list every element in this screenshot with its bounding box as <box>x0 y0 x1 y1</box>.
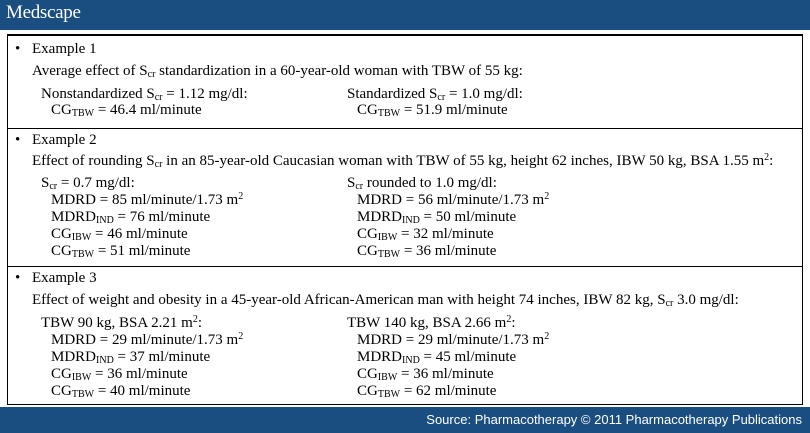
right-condition: Standardized $S_{cr} = 1.0$ mg/dl: <box>347 86 523 103</box>
example-3 <box>8 266 802 406</box>
left-condition: Nonstandardized $S_{cr} = 1.12$ mg/dl: <box>41 86 248 103</box>
example-2 <box>8 128 802 267</box>
left-condition: $S_{cr} = 0.7$ mg/dl: <box>41 175 135 192</box>
left-mdrd-ind: $MDRD_{IND} = 37$ ml/minute <box>51 349 211 366</box>
right-mdrd: MDRD = 29 ml/minute/1.73 $m^2$ <box>357 331 550 348</box>
right-mdrd-ind: $MDRD_{IND} = 50$ ml/minute <box>357 209 517 226</box>
example-description: Effect of rounding $S_{cr}$ in an 85-year-old Caucasian woman with TBW of 55 kg, height 62 inches, IBW 50 kg, BSA 1.55 $m^2$: <box>32 152 774 170</box>
left-value: $CG_{TBW} = 46.4$ ml/minute <box>51 102 202 119</box>
right-condition: TBW 140 kg, BSA 2.66 $m^2$: <box>347 314 516 331</box>
left-condition: TBW 90 kg, BSA 2.21 $m^2$: <box>41 314 202 331</box>
right-cg-tbw: $CG_{TBW} = 62$ ml/minute <box>357 383 497 400</box>
medscape-logo[interactable]: Medscape <box>6 2 81 23</box>
left-cg-ibw: $CG_{IBW} = 36$ ml/minute <box>51 366 188 383</box>
example-title: Example 2 <box>32 132 97 148</box>
example-title: Example 1 <box>32 41 97 57</box>
right-mdrd-ind: $MDRD_{IND} = 45$ ml/minute <box>357 349 517 366</box>
footer-bar <box>0 407 810 433</box>
right-cg-ibw: $CG_{IBW} = 32$ ml/minute <box>357 226 494 243</box>
right-value: $CG_{TBW} = 51.9$ ml/minute <box>357 102 508 119</box>
left-mdrd-ind: $MDRD_{IND} = 76$ ml/minute <box>51 209 211 226</box>
bullet: • <box>15 41 21 57</box>
example-description: Effect of weight and obesity in a 45-year-old African-American man with height 74 inches, IBW 82 kg, $S_{cr}$ 3.0 mg/dl: <box>32 292 739 309</box>
example-description: Average effect of $S_{cr}$ standardization in a 60-year-old woman with TBW of 55 kg: <box>32 63 523 80</box>
left-cg-tbw: $CG_{TBW} = 51$ ml/minute <box>51 243 191 260</box>
example-title: Example 3 <box>32 270 97 286</box>
right-condition: $S_{cr}$ rounded to 1.0 mg/dl: <box>347 175 497 192</box>
right-cg-tbw: $CG_{TBW} = 36$ ml/minute <box>357 243 497 260</box>
header-bar <box>0 0 810 30</box>
examples-table <box>7 34 803 405</box>
left-mdrd: MDRD = 29 ml/minute/1.73 $m^2$ <box>51 331 244 348</box>
example-1 <box>8 36 802 128</box>
left-mdrd: MDRD = 85 ml/minute/1.73 $m^2$ <box>51 191 244 208</box>
right-cg-ibw: $CG_{IBW} = 36$ ml/minute <box>357 366 494 383</box>
source-credit: Source: Pharmacotherapy © 2011 Pharmacotherapy Publications <box>426 412 802 427</box>
left-cg-tbw: $CG_{TBW} = 40$ ml/minute <box>51 383 191 400</box>
bullet: • <box>15 270 21 286</box>
right-mdrd: MDRD = 56 ml/minute/1.73 $m^2$ <box>357 191 550 208</box>
left-cg-ibw: $CG_{IBW} = 46$ ml/minute <box>51 226 188 243</box>
bullet: • <box>15 132 21 148</box>
